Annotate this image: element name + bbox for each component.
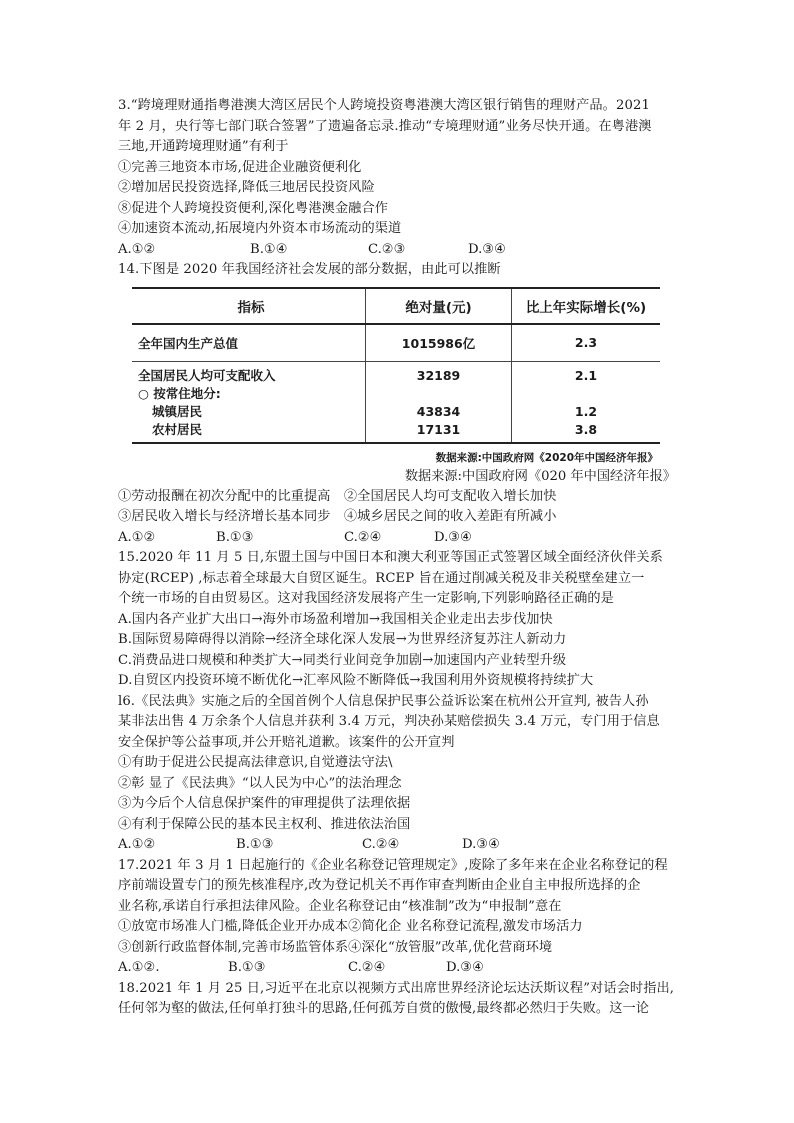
question-15-line: 协定(RCEP) ,标志着全球最大自贸区诞生。RCEP 旨在通过削减关税及非关税壁垒建立一 [118,570,645,586]
option-a: A.①② [118,837,156,852]
question-18 [118,979,680,1020]
question-14 [118,260,680,548]
question-17-line: 业名称,承诺自行承担法律风险。企业名称登记由“核准制”改为“申报制”意在 [118,898,562,914]
question-3-statement: ④加速资本流动,拓展境内外资本市场流动的渠道 [118,221,402,236]
option-b: B.①③ [216,529,254,545]
question-16-options [118,835,680,856]
table-row [132,421,660,443]
table-row [132,403,660,421]
table-cell: 32189 [366,361,512,385]
table-cell: 全国居民人均可支配收入 [132,361,366,385]
question-15-option: B.国际贸易障碍得以消除→经济全球化深人发展→为世界经济复苏注人新动力 [118,632,567,647]
question-17 [118,856,680,979]
question-16-statement: ④有利于保障公民的基本民主权利、推进依法治国 [118,816,411,832]
question-16-line: 某非法出售 4 万余条个人信息并获利 3.4 万元，判决孙某赔偿损失 3.4 万元，专门用于信息 [118,714,660,729]
question-15-line: 15.2020 年 11 月 5 日,东盟土国与中国日本和澳大利亚等国正式签署区域全面经济伙伴关系 [118,550,663,565]
question-17-statement: ①放宽市场准人门槛,降低企业开办成本②简化企 业名称登记流程,激发市场活力 [118,919,583,934]
table-cell: 1015986亿 [366,324,512,362]
option-a: A.①②. [118,960,160,975]
question-14-statement: ①劳动报酬在初次分配中的比重提高 ②全国居民人均可支配收入增长加快 [118,488,557,504]
option-a: A.①② [118,529,156,545]
table-row [132,385,660,403]
question-16-statement: ①有助于促进公民提高法律意识,自觉遵法守法\ [118,755,393,770]
option-c: C.②④ [348,960,386,975]
table-cell: 2.1 [574,367,598,383]
question-18-line: 任何邻为壑的做法,任何单打独斗的思路,任何孤芳自赏的傲慢,最终都必然归于失败。这一论 [118,1001,650,1016]
question-15-option: A.国内各产业扩大出口→海外市场盈利增加→我国相关企业走出去步伐加快 [118,611,553,627]
table-source-caption: 数据来源:中国政府网《2020年中国经济年报》 [435,451,658,464]
option-d: D.③④ [434,529,472,545]
table-row [132,324,660,362]
question-3-line: 三地,开通跨境理财通”有利于 [118,139,289,154]
question-14-statement: ③居民收入增长与经济增长基本同步 ④城乡居民之间的收入差距有所减小 [118,509,557,524]
question-15 [118,548,680,692]
option-b: B.①④ [250,241,288,257]
question-16-line: 安全保护等公益事项,并公开赔礼道歉。该案件的公开宣判 [118,734,455,750]
table-header-absolute: 绝对量(元) [366,288,512,324]
question-17-statement: ③创新行政监督体制,完善市场监管体系④深化“放管服”改革,优化营商环境 [118,939,553,955]
table-cell: 17131 [366,421,512,443]
question-16 [118,692,680,856]
question-14-options [118,528,680,549]
table-row [132,361,660,385]
option-c: C.②③ [368,241,406,257]
data-source-note: 数据来源:中国政府网《020 年中国经济年报》 [404,468,676,484]
option-c: C.②④ [344,529,382,545]
option-c: C.②④ [362,837,400,852]
option-d: D.③④ [468,241,506,257]
table-cell: 农村居民 [132,421,366,443]
table-cell: ○ 按常住地分: [132,385,366,403]
question-3-statement: ⑧促进个人跨境投资便利,深化粤港澳金融合作 [118,200,389,216]
table-cell: 1.2 [574,403,598,419]
question-3-line: 年 2 月，央行等七部门联合签署”了遗遍备忘录.推动“专境理财通”业务尽快开通。在粤港澳 [118,118,652,134]
option-d: D.③④ [462,837,500,852]
question-3-options [118,240,680,261]
question-3-statement: ②增加居民投资选择,降低三地居民投资风险 [118,180,375,195]
table-header-growth: 比上年实际增长(%) [512,288,661,324]
option-b: B.①③ [236,837,274,852]
question-16-line: l6.《民法典》实施之后的全国首例个人信息保护民事公益诉讼案在杭州公开宣判, 被告人孙 [118,693,649,709]
table-cell: 43834 [366,403,512,421]
question-15-line: 个统一市场的自由贸易区。这对我国经济发展将产生一定影响,下列影响路径正确的是 [118,591,614,606]
question-3-line: 3.“跨境理财通指粤港澳大湾区居民个人跨境投资粤港澳大湾区银行销售的理财产品。2021 [118,98,650,113]
table-cell: 全年国内生产总值 [132,324,366,362]
question-17-options [118,958,680,979]
option-a: A.①② [118,241,156,257]
question-16-statement: ③为今后个人信息保护案件的审理提供了法理依据 [118,796,411,811]
question-3-statement: ①完善三地资本市场,促进企业融资便利化 [118,159,362,175]
exam-page [118,96,680,1020]
option-d: D.③④ [446,960,484,975]
question-16-statement: ②彰 显了《民法典》“以人民为中心”的法治理念 [118,775,402,791]
question-15-option: C.消费品进口规模和种类扩大→同类行业间竞争加剧→加速国内产业转型升级 [118,652,567,668]
table-cell [512,385,661,403]
question-17-line: 序前端设置专门的预先核准程序,改为登记机关不再作审查判断由企业自主申报所选择的企 [118,878,641,893]
question-17-line: 17.2021 年 3 月 1 日起施行的《企业名称登记管理规定》,废除了多年来在企业名称登记的程 [118,857,668,873]
table-header-indicator: 指标 [132,288,366,324]
option-b: B.①③ [228,960,266,975]
table-cell: 城镇居民 [132,403,366,421]
table-cell: 3.8 [512,421,661,443]
question-18-line: 18.2021 年 1 月 25 日,习近平在北京以视频方式出席世界经济论坛达沃斯议程”对话会时指出, [118,980,675,996]
data-table-figure [132,287,660,465]
question-15-option: D.自贸区内投资环境不断优化→汇率风险不断降低→我国利用外资规模将持续扩大 [118,673,594,688]
economic-data-table [132,287,660,444]
table-cell: 2.3 [512,324,661,362]
question-3 [118,96,680,260]
table-cell [366,385,512,403]
question-14-stem: 14.下图是 2020 年我国经济社会发展的部分数据，由此可以推断 [118,262,501,277]
